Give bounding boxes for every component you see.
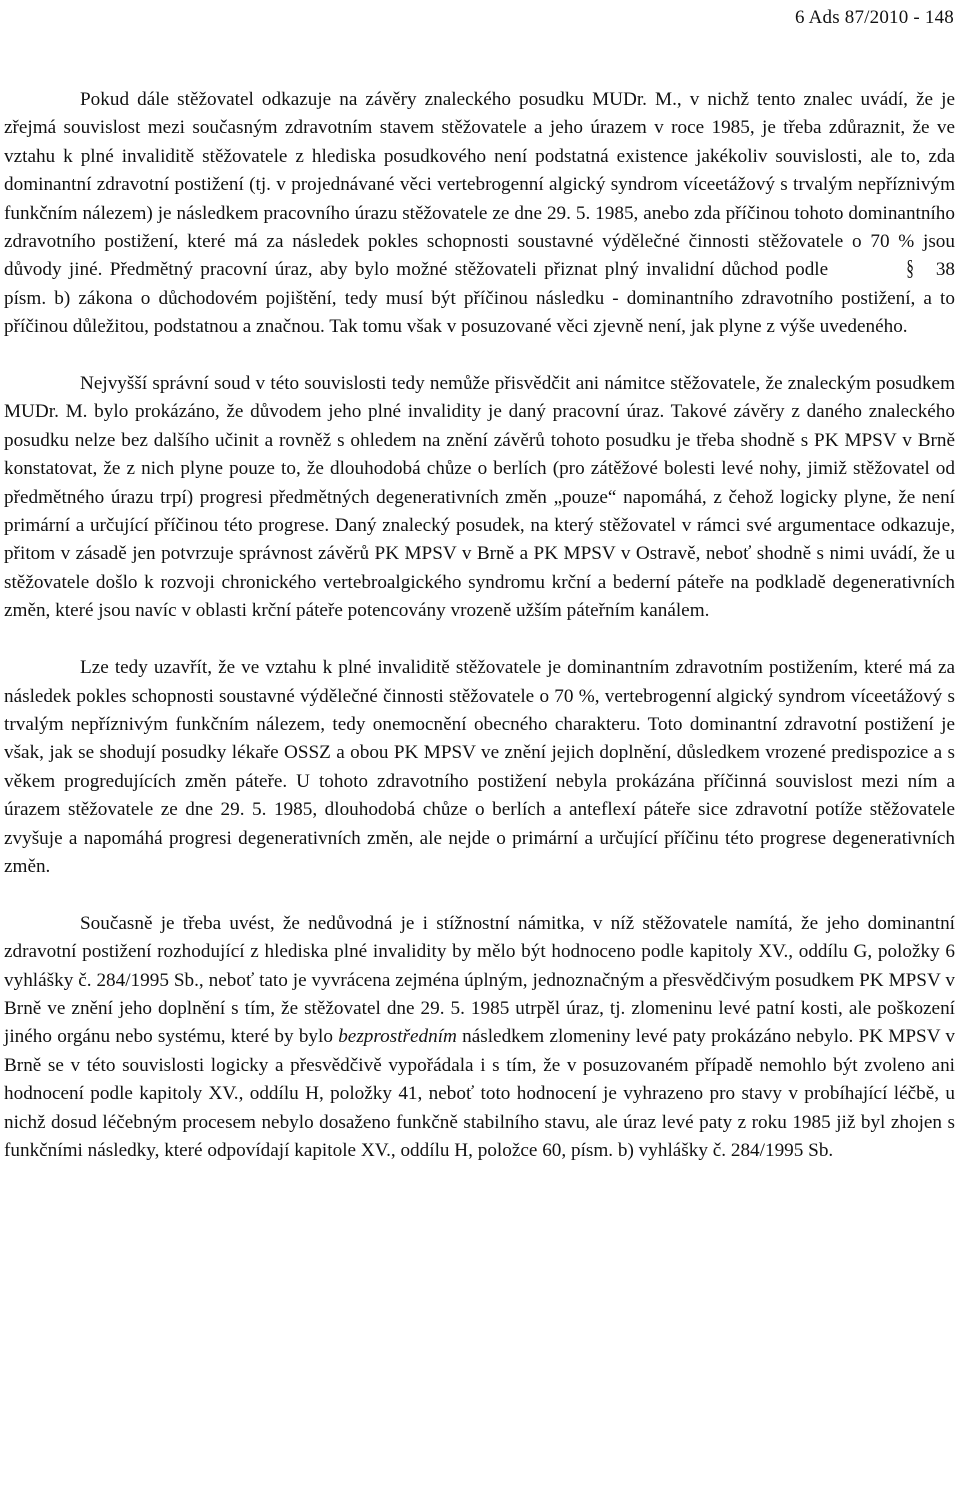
paragraph-4-text-b: následkem zlomeniny levé paty prokázáno nebylo. PK MPSV v Brně se v této souvislosti logicky a přesvědčivě vypořádala i s tím, že v posuzovaném případě nemohlo být zvoleno ani hodnocení podle kapitoly XV., oddílu H, položky 41, neboť toto hodnocení je vyhrazeno pro stavy v probíhající léčbě, u nichž dosud léčebným procesem nebylo dosaženo funkčně stabilního stavu, ale úraz levé paty z roku 1985 již byl zhojen s funkčními následky, které odpovídají kapitole XV., oddílu H, položce 60, písm. b) vyhlášky č. 284/1995 Sb.	[4, 1026, 956, 1161]
paragraph-1-text-a: Pokud dále stěžovatel odkazuje na závěry znaleckého posudku MUDr. M., v nichž tento znalec uvádí, že je zřejmá souvislost mezi současným zdravotním stavem stěžovatele a jeho úrazem v roce 1985, je třeba zdůraznit, že ve vztahu k plné invaliditě stěžovatele z hlediska posudkového není podstatná existence jakékoliv souvislosti, ale to, zda dominantní zdravotní postižení (tj. v projednávané věci vertebrogenní algický syndrom víceetážový s trvalým nepříznivým funkčním nálezem) je následkem pracovního úrazu stěžovatele ze dne 29. 5. 1985, anebo zda příčinou tohoto dominantního zdravotního postižení, které má za následek pokles schopnosti soustavné výdělečné činnosti stěžovatele o 70 % jsou důvody jiné. Předmětný pracovní úraz, aby bylo možné stěžovateli přiznat plný invalidní důchod podle	[4, 89, 955, 281]
paragraph-3: Lze tedy uzavřít, že ve vztahu k plné invaliditě stěžovatele je dominantním zdravotním postižením, které má za následek pokles schopnosti soustavné výdělečné činnosti stěžovatele o 70 %, vertebrogenní algický syndrom víceetážový s trvalým nepříznivým funkčním nálezem, tedy onemocnění obecného charakteru. Toto dominantní zdravotní postižení je však, jak se shodují posudky lékaře OSSZ a obou PK MPSV ve znění jejich doplnění, důsledkem vrozené predispozice a s věkem progredujících změn páteře. U tohoto zdravotního postižení nebyla prokázána příčinná souvislost mezi ním a úrazem stěžovatele ze dne 29. 5. 1985, dlouhodobá chůze o berlích a anteflexí páteře sice zdravotní potíže stěžovatele zvyšuje a napomáhá progresi degenerativních změn, ale nejde o primární a určující příčinu této progrese degenerativních změn.	[4, 657, 955, 877]
section-sign: §	[905, 255, 914, 281]
document-body	[4, 86, 955, 1165]
paragraph-4-text-a: Současně je třeba uvést, že nedůvodná je i stížnostní námitka, v níž stěžovatele namítá, že jeho dominantní zdravotní postižení rozhodující z hlediska plné invalidity by mělo být hodnoceno podle kapitoly XV., oddílu G, položky 6 vyhlášky č. 284/1995 Sb., neboť tato je vyvrácena zejména úplným, jednoznačným a přesvědčivým posudkem PK MPSV v Brně ve znění jeho doplnění s tím, že stěžovatel dne 29. 5. 1985 utrpěl úraz, tj. zlomeninu levé patní kosti, ale poškození jiného orgánu nebo systému, které by bylo	[4, 912, 955, 1048]
paragraph-1	[4, 86, 955, 342]
case-number-header: 6 Ads 87/2010 - 148	[795, 7, 954, 28]
paragraph-1-text-b: 38 písm. b) zákona o důchodovém pojištění, tedy musí být příčinou následku - dominantního zdravotního postižení, a to příčinou důležitou, podstatnou a značnou. Tak tomu však v posuzované věci zjevně není, jak plyne z výše uvedeného.	[4, 259, 956, 338]
paragraph-4	[4, 910, 955, 1166]
paragraph-2: Nejvyšší správní soud v této souvislosti tedy nemůže přisvědčit ani námitce stěžovatele, že znaleckým posudkem MUDr. M. bylo prokázáno, že důvodem jeho plné invalidity je daný pracovní úraz. Takové závěry z daného znaleckého posudku nelze bez dalšího učinit a rovněž s ohledem na znění závěrů tohoto posudku je třeba shodně s PK MPSV v Brně konstatovat, že z nich plyne pouze to, že dlouhodobá chůze o berlích (pro zátěžové bolesti levé nohy, jimiž stěžovatel od předmětného úrazu trpí) progresi předmětných degenerativních změn „pouze“ napomáhá, z čehož logicky plyne, že není primární a určující příčinou této progrese. Daný znalecký posudek, na který stěžovatel v rámci své argumentace odkazuje, přitom v zásadě jen potvrzuje správnost závěrů PK MPSV v Brně a PK MPSV v Ostravě, neboť shodně s nimi uvádí, že u stěžovatele došlo k rozvoji chronického vertebroalgického syndromu krční a bederní páteře na podkladě degenerativních změn, které jsou navíc v oblasti krční páteře potencovány vrozeně užším páteřním kanálem.	[4, 373, 955, 622]
emphasis-bezprostrednim: bezprostředním	[338, 1026, 457, 1048]
